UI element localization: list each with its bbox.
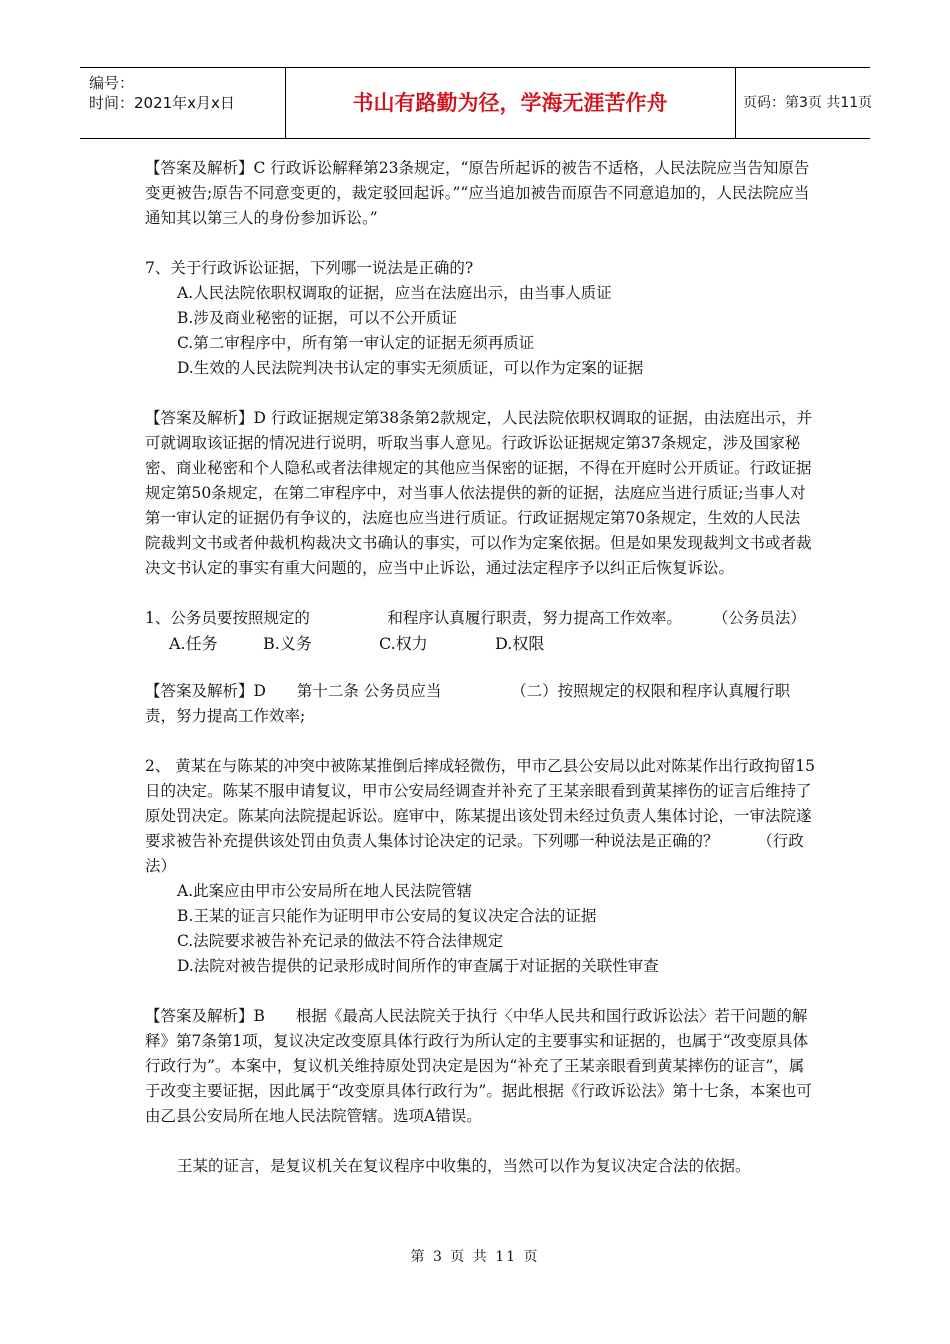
answer-option: A.此案应由甲市公安局所在地人民法院管辖 (177, 882, 473, 900)
answer-option: D.法院对被告提供的记录形成时间所作的审查属于对证据的关联性审查 (177, 957, 659, 975)
document-body (145, 156, 815, 1179)
paragraph: 【答案及解析】C 行政诉讼解释第23条规定，“原告所起诉的被告不适格，人民法院应当告知原告变更被告;原告不同意变更的，裁定驳回起诉。”“应当追加被告而原告不同意追加的，人民法院应当通知其以第三人的身份参加诉讼。” (145, 159, 810, 227)
document-time: 时间：2021年x月x日 (89, 94, 235, 112)
paragraph-gap (145, 581, 815, 606)
answer-option: B.涉及商业秘密的证据，可以不公开质证 (177, 309, 457, 327)
motto: 书山有路勤为径，学海无涯苦作舟 (352, 91, 668, 115)
page-footer: 第 3 页 共 11 页 (410, 1249, 540, 1265)
paragraph: 【答案及解析】D 第十二条 公务员应当 （二）按照规定的权限和程序认真履行职责，努力提高工作效率; (145, 682, 791, 725)
answer-option: C.法院要求被告补充记录的做法不符合法律规定 (177, 932, 504, 950)
paragraph: 【答案及解析】D 行政证据规定第38条第2款规定，人民法院依职权调取的证据，由法庭出示，并可就调取该证据的情况进行说明，听取当事人意见。行政诉讼证据规定第37条规定，涉及国家秘密、商业秘密和个人隐私或者法律规定的其他应当保密的证据，不得在开庭时公开质证。行政证据规定第50条规定，在第二审程序中，对当事人依法提供的新的证据，法庭应当进行质证;当事人对第一审认定的证据仍有争议的，法庭也应当进行质证。行政证据规定第70条规定，生效的人民法院裁判文书或者仲裁机构裁决文书确认的事实，可以作为定案依据。但是如果发现裁判文书或者裁决文书认定的事实有重大问题的，应当中止诉讼，通过法定程序予以纠正后恢复诉讼。 (145, 409, 812, 577)
paragraph: 【答案及解析】B 根据《最高人民法院关于执行〈中华人民共和国行政诉讼法〉若干问题的解释》第7条第1项，复议决定改变原具体行政行为所认定的主要事实和证据的，也属于“改变原具体行政行为”。本案中，复议机关维持原处罚决定是因为“补充了王某亲眼看到黄某摔伤的证言”，属于改变主要证据，因此属于“改变原具体行政行为”。据此根据《行政诉讼法》第十七条，本案也可由乙县公安局所在地人民法院管辖。选项A错误。 (145, 1007, 812, 1125)
option-item: D.权限 (495, 634, 545, 653)
answer-option: D.生效的人民法院判决书认定的事实无须质证，可以作为定案的证据 (177, 359, 644, 377)
option-item: A.任务 (169, 634, 218, 653)
paragraph: 1、公务员要按照规定的 和程序认真履行职责，努力提高工作效率。 （公务员法） (145, 609, 806, 627)
answer-option: C.第二审程序中，所有第一审认定的证据无须再质证 (177, 334, 535, 352)
answer-option: B.王某的证言只能作为证明甲市公安局的复议决定合法的证据 (177, 907, 597, 925)
page-info: 页码：第3页 共11页 (743, 95, 873, 111)
paragraph: 2、 黄某在与陈某的冲突中被陈某推倒后摔成轻微伤，甲市乙县公安局以此对陈某作出行政拘留15日的决定。陈某不服申请复议，甲市公安局经调查并补充了王某亲眼看到黄某摔伤的证言后维持了原处罚决定。陈某向法院提起诉讼。庭审中，陈某提出该处罚未经过负责人集体讨论，一审法院遂要求被告补充提供该处罚由负责人集体讨论决定的记录。下列哪一种说法是正确的？ （行政法） (145, 757, 816, 875)
option-item: C.权力 (379, 634, 428, 653)
header-motto-cell (285, 68, 736, 138)
paragraph-gap (145, 729, 815, 754)
paragraph-gap (145, 381, 815, 406)
answer-option: A.人民法院依职权调取的证据，应当在法庭出示，由当事人质证 (177, 284, 612, 302)
option-item: B.义务 (263, 634, 312, 653)
paragraph-gap (145, 654, 815, 679)
header-page-cell (737, 68, 873, 138)
paragraph: 7、关于行政诉讼证据，下列哪一说法是正确的? (145, 259, 474, 277)
indented-paragraph: 王某的证言，是复议机关在复议程序中收集的，当然可以作为复议决定合法的依据。 (177, 1157, 751, 1175)
paragraph-gap (145, 979, 815, 1004)
paragraph-gap (145, 231, 815, 256)
document-number-label: 编号： (89, 74, 135, 92)
option-row (145, 631, 815, 654)
paragraph-gap (145, 1129, 815, 1154)
header-meta (80, 68, 286, 138)
page-header (80, 67, 873, 139)
